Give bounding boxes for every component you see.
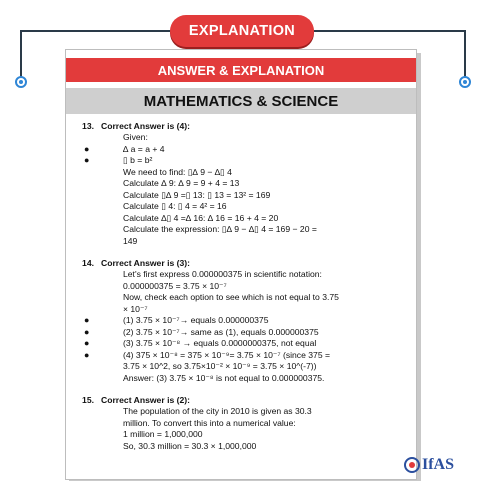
line-text: (2) 3.75 × 10⁻⁷→ same as (1), equals 0.000000375 [123, 326, 319, 337]
bullet-line [84, 326, 374, 338]
frame-line-right [464, 30, 466, 82]
line-text: Given: [123, 132, 148, 143]
question-heading: Correct Answer is (3): [101, 257, 190, 268]
explanation-line [123, 236, 374, 247]
question-gap [68, 384, 414, 395]
subject-label: MATHEMATICS & SCIENCE [143, 92, 339, 110]
line-text: ∆ a = a + 4 [123, 143, 165, 154]
explanation-line [123, 213, 374, 224]
bullet-line [84, 338, 374, 349]
line-text: 1 million = 1,000,000 [123, 429, 203, 440]
explanation-content [68, 121, 414, 452]
line-text: million. To convert this into a numerical value: [123, 417, 296, 428]
explanation-line [123, 406, 374, 417]
line-text: Now, check each option to see which is not equal to 3.75 [123, 292, 339, 303]
question-heading: Correct Answer is (4): [101, 121, 190, 131]
bullet-icon: ● [84, 155, 90, 166]
line-text: We need to find: ▯∆ 9 − ∆▯ 4 [123, 166, 232, 177]
explanation-line [123, 429, 374, 440]
bullet-line [84, 349, 374, 361]
explanation-line [123, 132, 374, 143]
explanation-line [123, 281, 374, 292]
line-text: So, 30.3 million = 30.3 × 1,000,000 [123, 440, 257, 451]
question-number: 13. [82, 121, 94, 131]
ifas-logo-text: IfAS [422, 456, 455, 473]
ifas-logo-mark-icon [404, 457, 420, 473]
explanation-title-pill [170, 15, 314, 47]
frame-line-left [20, 30, 22, 82]
explanation-line [123, 418, 374, 429]
line-text: 0.000000375 = 3.75 × 10⁻⁷ [123, 280, 227, 291]
bullet-icon: ● [84, 338, 90, 349]
explanation-line [123, 224, 374, 235]
explanation-line [123, 361, 374, 372]
explanation-line [123, 304, 374, 315]
line-text: The population of the city in 2010 is given as 30.3 [123, 406, 312, 417]
line-text: × 10⁻⁷ [123, 303, 148, 314]
line-text: ▯ b = b² [123, 155, 153, 166]
bullet-line [84, 155, 374, 166]
explanation-line [123, 441, 374, 452]
question-number: 15. [82, 394, 94, 405]
explanation-line [123, 167, 374, 178]
explanation-title: EXPLANATION [188, 23, 296, 39]
line-text: Answer: (3) 3.75 × 10⁻⁸ is not equal to 0.000000375. [123, 372, 325, 383]
bullet-icon: ● [84, 326, 90, 337]
question-block [68, 258, 414, 384]
line-text: 149 [123, 235, 138, 246]
line-text: Calculate ▯ 4: ▯ 4 = 4² = 16 [123, 201, 227, 212]
line-text: (4) 375 × 10⁻⁸ = 375 × 10⁻⁹= 3.75 × 10⁻⁷ (since 375 = [123, 349, 331, 360]
line-text: Calculate ∆ 9: ∆ 9 = 9 + 4 = 13 [123, 178, 240, 189]
bullet-icon: ● [84, 315, 90, 326]
line-text: (1) 3.75 × 10⁻⁷→ equals 0.000000375 [123, 315, 269, 326]
explanation-line [123, 373, 374, 384]
question-block [68, 395, 414, 452]
bullet-line [84, 315, 374, 326]
question-number: 14. [82, 257, 94, 268]
frame-dot-right [459, 76, 471, 88]
line-text: Calculate ▯∆ 9 =▯ 13: ▯ 13 = 13² = 169 [123, 189, 271, 200]
subject-bar [66, 88, 416, 114]
line-text: Let's first express 0.000000375 in scientific notation: [123, 269, 322, 280]
bullet-icon: ● [84, 349, 90, 360]
bullet-icon: ● [84, 143, 90, 154]
explanation-line [123, 201, 374, 212]
line-text: Calculate ∆▯ 4 =∆ 16: ∆ 16 = 16 + 4 = 20 [123, 212, 279, 223]
question-gap [68, 247, 414, 258]
ifas-logo [404, 455, 476, 475]
question-block [68, 121, 414, 247]
line-text: Calculate the expression: ▯∆ 9 − ∆▯ 4 = 169 − 20 = [123, 224, 317, 235]
frame-dot-left [15, 76, 27, 88]
explanation-line [123, 269, 374, 280]
explanation-line [123, 292, 374, 303]
explanation-line [123, 190, 374, 201]
line-text: 3.75 × 10^2, so 3.75×10⁻² × 10⁻⁹ = 3.75 × 10^(-7)) [123, 361, 317, 372]
line-text: (3) 3.75 × 10⁻⁸ → equals 0.0000000375, not equal [123, 338, 317, 349]
answer-explanation-bar [66, 58, 416, 82]
explanation-line [123, 178, 374, 189]
question-heading: Correct Answer is (2): [101, 394, 190, 405]
bullet-line [84, 143, 374, 155]
answer-explanation-label: ANSWER & EXPLANATION [157, 62, 325, 78]
